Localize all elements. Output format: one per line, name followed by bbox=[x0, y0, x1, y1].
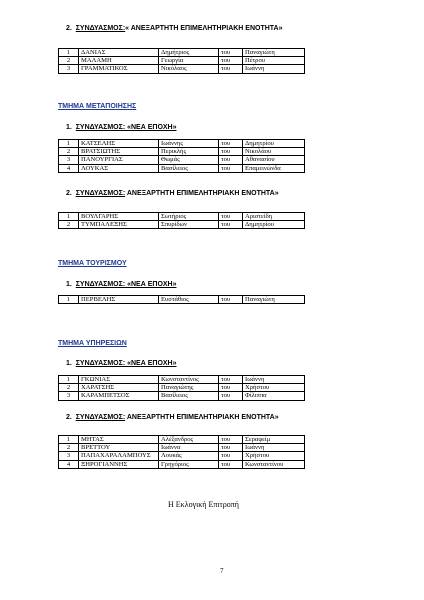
table-row bbox=[59, 384, 305, 392]
father-name-cell: Επαμεινώνδα bbox=[243, 164, 305, 172]
first-name-cell: Σωτήριος bbox=[159, 213, 219, 221]
table-row bbox=[59, 164, 305, 172]
of-label-cell: του bbox=[219, 156, 243, 164]
section-heading: 1. ΣΥΝΔΥΑΣΜΟΣ: «ΝΕΑ ΕΠΟΧΗ» bbox=[66, 360, 177, 367]
of-label-cell: του bbox=[219, 57, 243, 65]
row-number-cell: 4 bbox=[59, 164, 79, 172]
row-number-cell: 4 bbox=[59, 460, 79, 468]
table-row bbox=[59, 392, 305, 400]
father-name-cell: Αθανασίου bbox=[243, 156, 305, 164]
department-title: ΤΜΗΜΑ ΜΕΤΑΠΟΙΗΣΗΣ bbox=[58, 103, 137, 110]
of-label-cell: του bbox=[219, 164, 243, 172]
father-name-cell: Παναγιώτη bbox=[243, 296, 305, 304]
first-name-cell: Γεωργία bbox=[159, 57, 219, 65]
first-name-cell: Νικόλαος bbox=[159, 65, 219, 73]
of-label-cell: του bbox=[219, 148, 243, 156]
table-row bbox=[59, 452, 305, 460]
row-number-cell: 1 bbox=[59, 296, 79, 304]
table-row bbox=[59, 148, 305, 156]
father-name-cell: Ιωάννη bbox=[243, 376, 305, 384]
candidates-table bbox=[58, 295, 305, 304]
table-row bbox=[59, 221, 305, 229]
table-row bbox=[59, 436, 305, 444]
of-label-cell: του bbox=[219, 452, 243, 460]
surname-cell: ΠΑΠΑΧΑΡΑΛΑΜΠΟΥΣ bbox=[79, 452, 159, 460]
father-name-cell: Νικολάου bbox=[243, 148, 305, 156]
table-row bbox=[59, 460, 305, 468]
first-name-cell: Κωνσταντίνος bbox=[159, 376, 219, 384]
father-name-cell: Σεραφείμ bbox=[243, 436, 305, 444]
father-name-cell: Ιωάννη bbox=[243, 65, 305, 73]
of-label-cell: του bbox=[219, 140, 243, 148]
department-title: ΤΜΗΜΑ ΥΠΗΡΕΣΙΩΝ bbox=[58, 340, 127, 347]
surname-cell: ΒΟΥΛΓΑΡΗΣ bbox=[79, 213, 159, 221]
of-label-cell: του bbox=[219, 460, 243, 468]
first-name-cell: Γρηγόριος bbox=[159, 460, 219, 468]
row-number-cell: 2 bbox=[59, 221, 79, 229]
surname-cell: ΞΗΡΟΓΙΑΝΝΗΣ bbox=[79, 460, 159, 468]
father-name-cell: Χρήστου bbox=[243, 452, 305, 460]
first-name-cell: Περικλής bbox=[159, 148, 219, 156]
row-number-cell: 2 bbox=[59, 444, 79, 452]
father-name-cell: Ιωάννη bbox=[243, 444, 305, 452]
row-number-cell: 3 bbox=[59, 156, 79, 164]
father-name-cell: Παναγιώτη bbox=[243, 49, 305, 57]
table-row bbox=[59, 376, 305, 384]
row-number-cell: 2 bbox=[59, 57, 79, 65]
of-label-cell: του bbox=[219, 392, 243, 400]
department-title: ΤΜΗΜΑ ΤΟΥΡΙΣΜΟΥ bbox=[58, 260, 127, 267]
of-label-cell: του bbox=[219, 65, 243, 73]
father-name-cell: Χρήστου bbox=[243, 384, 305, 392]
section-heading: 1. ΣΥΝΔΥΑΣΜΟΣ: «ΝΕΑ ΕΠΟΧΗ» bbox=[66, 281, 177, 288]
row-number-cell: 1 bbox=[59, 376, 79, 384]
candidates-table bbox=[58, 48, 305, 74]
section-heading: 2. ΣΥΝΔΥΑΣΜΟΣ: ΑΝΕΞΑΡΤΗΤΗ ΕΠΙΜΕΛΗΤΗΡΙΑΚΗ ΕΝΟΤΗΤΑ» bbox=[66, 190, 279, 197]
table-row bbox=[59, 140, 305, 148]
signature-line: Η Εκλογική Επιτροπή bbox=[168, 500, 239, 509]
father-name-cell: Δημητρίου bbox=[243, 140, 305, 148]
row-number-cell: 3 bbox=[59, 65, 79, 73]
row-number-cell: 1 bbox=[59, 213, 79, 221]
of-label-cell: του bbox=[219, 213, 243, 221]
first-name-cell: Ιωάννης bbox=[159, 140, 219, 148]
surname-cell: ΜΗΤΑΣ bbox=[79, 436, 159, 444]
row-number-cell: 3 bbox=[59, 452, 79, 460]
father-name-cell: Δημητρίου bbox=[243, 221, 305, 229]
first-name-cell: Αλέξανδρος bbox=[159, 436, 219, 444]
candidates-table bbox=[58, 139, 305, 173]
father-name-cell: Φίλιππα bbox=[243, 392, 305, 400]
surname-cell: ΚΑΡΑΜΠΕΤΣΟΣ bbox=[79, 392, 159, 400]
of-label-cell: του bbox=[219, 376, 243, 384]
first-name-cell: Θωμάς bbox=[159, 156, 219, 164]
candidates-table bbox=[58, 435, 305, 469]
surname-cell: ΓΡΑΜΜΑΤΙΚΟΣ bbox=[79, 65, 159, 73]
surname-cell: ΒΡΑΤΣΙΩΤΗΣ bbox=[79, 148, 159, 156]
of-label-cell: του bbox=[219, 296, 243, 304]
row-number-cell: 2 bbox=[59, 148, 79, 156]
first-name-cell: Βασίλειος bbox=[159, 392, 219, 400]
father-name-cell: Πέτρου bbox=[243, 57, 305, 65]
first-name-cell: Σπυρίδων bbox=[159, 221, 219, 229]
table-row bbox=[59, 296, 305, 304]
row-number-cell: 3 bbox=[59, 392, 79, 400]
surname-cell: ΧΑΡΑΤΣΗΣ bbox=[79, 384, 159, 392]
of-label-cell: του bbox=[219, 384, 243, 392]
row-number-cell: 1 bbox=[59, 49, 79, 57]
of-label-cell: του bbox=[219, 49, 243, 57]
table-row bbox=[59, 65, 305, 73]
candidates-table bbox=[58, 375, 305, 401]
row-number-cell: 2 bbox=[59, 384, 79, 392]
section-heading: 2. ΣΥΝΔΥΑΣΜΟΣ: ΑΝΕΞΑΡΤΗΤΗ ΕΠΙΜΕΛΗΤΗΡΙΑΚΗ ΕΝΟΤΗΤΑ» bbox=[66, 414, 279, 421]
surname-cell: ΠΑΝΟΥΡΓΙΑΣ bbox=[79, 156, 159, 164]
surname-cell: ΜΑΛΑΜΗ bbox=[79, 57, 159, 65]
first-name-cell: Λουκάς bbox=[159, 452, 219, 460]
surname-cell: ΠΕΡΒΕΛΗΣ bbox=[79, 296, 159, 304]
first-name-cell: Ευστάθιος bbox=[159, 296, 219, 304]
father-name-cell: Αριστείδη bbox=[243, 213, 305, 221]
of-label-cell: του bbox=[219, 444, 243, 452]
first-name-cell: Βασίλειος bbox=[159, 164, 219, 172]
section-heading: 2. ΣΥΝΔΥΑΣΜΟΣ:« ΑΝΕΞΑΡΤΗΤΗ ΕΠΙΜΕΛΗΤΗΡΙΑΚΗ ΕΝΟΤΗΤΑ» bbox=[66, 25, 283, 32]
row-number-cell: 1 bbox=[59, 140, 79, 148]
surname-cell: ΔΑΝΙΑΣ bbox=[79, 49, 159, 57]
surname-cell: ΛΟΥΚΑΣ bbox=[79, 164, 159, 172]
first-name-cell: Παναγιώτης bbox=[159, 384, 219, 392]
surname-cell: ΚΑΤΣΕΛΗΣ bbox=[79, 140, 159, 148]
surname-cell: ΤΥΜΠΑΛΕΞΗΣ bbox=[79, 221, 159, 229]
table-row bbox=[59, 213, 305, 221]
of-label-cell: του bbox=[219, 436, 243, 444]
page-number: 7 bbox=[220, 567, 224, 575]
row-number-cell: 1 bbox=[59, 436, 79, 444]
table-row bbox=[59, 49, 305, 57]
table-row bbox=[59, 444, 305, 452]
candidates-table bbox=[58, 212, 305, 229]
of-label-cell: του bbox=[219, 221, 243, 229]
surname-cell: ΒΡΕΤΤΟΥ bbox=[79, 444, 159, 452]
father-name-cell: Κωνσταντίνου bbox=[243, 460, 305, 468]
first-name-cell: Ιωάννα bbox=[159, 444, 219, 452]
section-heading: 1. ΣΥΝΔΥΑΣΜΟΣ: «ΝΕΑ ΕΠΟΧΗ» bbox=[66, 124, 177, 131]
first-name-cell: Δημήτριος bbox=[159, 49, 219, 57]
table-row bbox=[59, 156, 305, 164]
table-row bbox=[59, 57, 305, 65]
surname-cell: ΓΚΩΝΙΑΣ bbox=[79, 376, 159, 384]
